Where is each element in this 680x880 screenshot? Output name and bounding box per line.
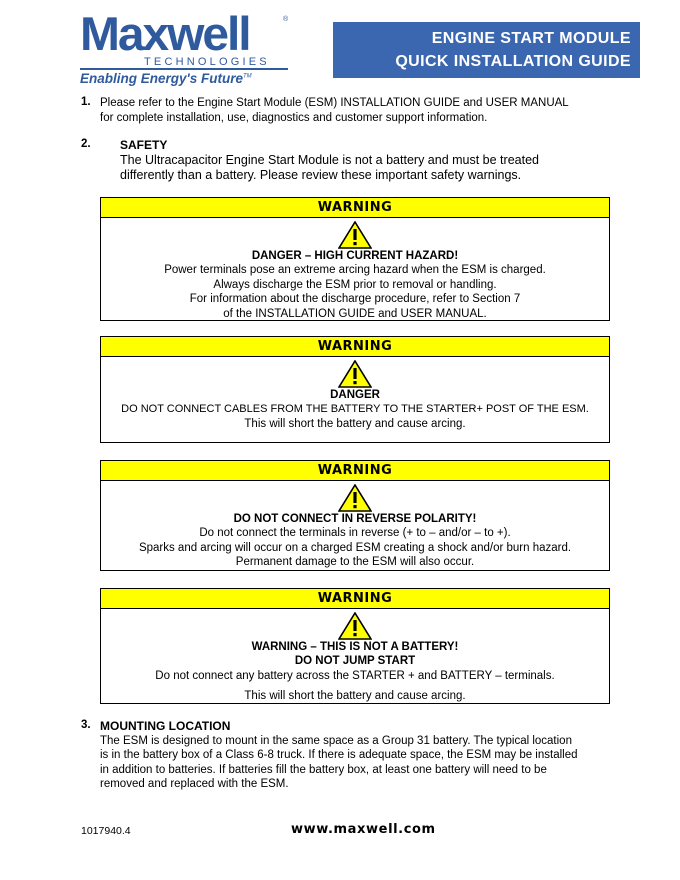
mounting-heading: MOUNTING LOCATION xyxy=(100,719,231,733)
warning-header: WARNING xyxy=(101,337,609,357)
logo-tagline-text: Enabling Energy's Future xyxy=(80,71,243,86)
item-1-text xyxy=(100,96,569,125)
mounting-line-4: removed and replaced with the ESM. xyxy=(100,778,289,790)
warning-title: DO NOT CONNECT IN REVERSE POLARITY! xyxy=(233,513,477,525)
item-1-line-1: Please refer to the Engine Start Module (ESM) INSTALLATION GUIDE and USER MANUAL xyxy=(100,97,569,109)
item-2-number: 2. xyxy=(81,138,91,150)
warning-body xyxy=(101,360,609,431)
warning-line: Sparks and arcing will occur on a charged ESM creating a shock and/or burn hazard. xyxy=(138,541,572,554)
warning-line: of the INSTALLATION GUIDE and USER MANUAL. xyxy=(223,307,487,320)
mounting-line-3: in addition to batteries. If batteries fill the battery box, at least one battery will need to be xyxy=(100,763,547,776)
warning-header: WARNING xyxy=(101,198,609,218)
warning-box-starter-post xyxy=(100,336,610,443)
item-2-section xyxy=(120,138,539,183)
item-3-section xyxy=(100,719,578,792)
maxwell-logo xyxy=(80,7,292,88)
warning-title: DANGER – HIGH CURRENT HAZARD! xyxy=(251,250,459,262)
item-3-number: 3. xyxy=(81,719,91,731)
warning-subtitle: DO NOT JUMP START xyxy=(294,655,416,668)
warning-line: For information about the discharge procedure, refer to Section 7 xyxy=(189,293,521,306)
safety-heading: SAFETY xyxy=(120,138,168,152)
warning-line: Power terminals pose an extreme arcing hazard when the ESM is charged. xyxy=(164,264,546,277)
warning-line: This will short the battery and cause arcing. xyxy=(244,690,466,703)
warning-triangle-icon xyxy=(338,612,372,640)
warning-body xyxy=(101,484,609,570)
warning-header: WARNING xyxy=(101,461,609,481)
logo-trademark: TM xyxy=(242,73,252,80)
warning-line: DO NOT CONNECT CABLES FROM THE BATTERY TO THE STARTER+ POST OF THE ESM. xyxy=(121,403,589,416)
warning-box-high-current xyxy=(100,197,610,321)
warning-triangle-icon xyxy=(338,484,372,512)
warning-triangle-icon xyxy=(338,221,372,249)
warning-title: WARNING – THIS IS NOT A BATTERY! xyxy=(251,641,459,653)
warning-box-reverse-polarity xyxy=(100,460,610,571)
document-number: 1017940.4 xyxy=(81,825,131,837)
warning-box-not-a-battery xyxy=(100,588,610,704)
mounting-line-2: is in the battery box of a Class 6-8 truck. If there is adequate space, the ESM may be installed xyxy=(100,749,578,761)
safety-line-2: differently than a battery. Please review these important safety warnings. xyxy=(120,167,522,182)
warning-line: Do not connect the terminals in reverse (+ to – and/or – to +). xyxy=(199,527,511,540)
warning-line: Permanent damage to the ESM will also occur. xyxy=(235,556,475,569)
item-1-line-2: for complete installation, use, diagnostics and customer support information. xyxy=(100,111,488,124)
warning-line: This will short the battery and cause arcing. xyxy=(244,417,466,430)
title-line-2: QUICK INSTALLATION GUIDE xyxy=(395,53,631,70)
warning-line: Always discharge the ESM prior to removal or handling. xyxy=(213,278,497,291)
logo-registered-mark: ® xyxy=(283,16,289,23)
warning-triangle-icon xyxy=(338,360,372,388)
logo-tagline xyxy=(80,68,288,89)
warning-body xyxy=(101,221,609,321)
warning-body xyxy=(101,612,609,704)
logo-wordmark: Maxwell xyxy=(80,7,250,60)
document-title-box xyxy=(333,22,640,78)
item-1-number: 1. xyxy=(81,96,91,108)
warning-header: WARNING xyxy=(101,589,609,609)
mounting-line-1: The ESM is designed to mount in the same space as a Group 31 battery. The typical location xyxy=(100,734,572,747)
logo-technologies: TECHNOLOGIES xyxy=(144,56,270,68)
safety-line-1: The Ultracapacitor Engine Start Module is not a battery and must be treated xyxy=(120,152,539,167)
warning-title: DANGER xyxy=(330,389,380,401)
warning-line: Do not connect any battery across the STARTER + and BATTERY – terminals. xyxy=(155,669,555,682)
title-line-1: ENGINE START MODULE xyxy=(431,30,631,47)
footer-website-link[interactable]: www.maxwell.com xyxy=(291,822,436,837)
